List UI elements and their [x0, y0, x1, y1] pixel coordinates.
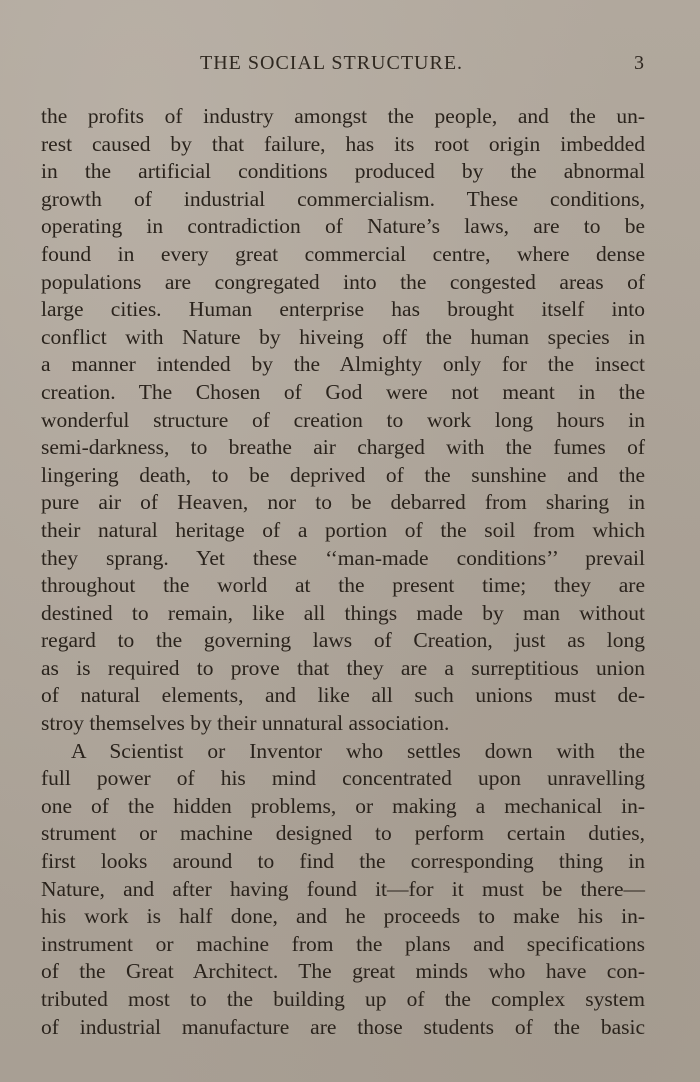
text-line: [41, 655, 645, 683]
text-line-content: growth of industrial commercialism. These conditions,: [41, 186, 645, 211]
text-line-content: lingering death, to be deprived of the sunshine and the: [41, 462, 645, 487]
text-line: [41, 765, 645, 793]
text-line: [41, 351, 645, 379]
text-line-content: one of the hidden problems, or making a mechanical in-: [41, 793, 645, 818]
text-line-content: destined to remain, like all things made by man without: [41, 600, 645, 625]
text-line-content: wonderful structure of creation to work long hours in: [41, 407, 645, 432]
text-line: [41, 186, 645, 214]
text-line-content: A Scientist or Inventor who settles down with the: [71, 738, 645, 763]
text-line: [41, 876, 645, 904]
text-line-content: in the artificial conditions produced by the abnormal: [41, 159, 645, 184]
text-line: [41, 793, 645, 821]
text-line-content: creation. The Chosen of God were not meant in the: [41, 379, 645, 404]
text-line: [41, 158, 645, 186]
text-line: [41, 269, 645, 297]
text-line: [41, 103, 645, 131]
text-line-content: of industrial manufacture are those students of the basic: [41, 1014, 645, 1039]
text-line-content: strument or machine designed to perform certain duties,: [41, 821, 645, 846]
text-line: [41, 324, 645, 352]
text-line-content: pure air of Heaven, nor to be debarred from sharing in: [41, 490, 645, 515]
text-line: [41, 710, 645, 738]
text-line-content: of the Great Architect. The great minds who have con-: [41, 959, 645, 984]
text-line-content: first looks around to find the corresponding thing in: [41, 849, 645, 874]
text-line: [41, 931, 645, 959]
text-line-content: throughout the world at the present time; they are: [41, 573, 645, 598]
body-text: [41, 103, 645, 1041]
text-line: [41, 627, 645, 655]
text-line: [41, 848, 645, 876]
text-line-content: large cities. Human enterprise has brought itself into: [41, 297, 645, 322]
text-line: [41, 986, 645, 1014]
text-line: [41, 296, 645, 324]
text-line: [41, 434, 645, 462]
text-line-content: conflict with Nature by hiveing off the human species in: [41, 324, 645, 349]
text-line-content: they sprang. Yet these ‘‘man-made conditions’’ prevail: [41, 545, 645, 570]
running-head: [0, 50, 700, 76]
text-line-content: regard to the governing laws of Creation, just as long: [41, 628, 645, 653]
text-line: [41, 1014, 645, 1042]
text-line: [41, 462, 645, 490]
page-number: 3: [634, 52, 644, 74]
text-line-content: his work is half done, and he proceeds to make his in-: [41, 904, 645, 929]
text-line-content: rest caused by that failure, has its root origin imbedded: [41, 131, 645, 156]
text-line: [41, 241, 645, 269]
text-line: [41, 572, 645, 600]
text-line: [41, 738, 645, 766]
text-line-content: full power of his mind concentrated upon unravelling: [41, 766, 645, 791]
text-line: [41, 213, 645, 241]
text-line-content: as is required to prove that they are a surreptitious union: [41, 655, 645, 680]
text-line-content: their natural heritage of a portion of the soil from which: [41, 517, 645, 542]
text-line-content: operating in contradiction of Nature’s laws, are to be: [41, 214, 645, 239]
text-line: [41, 600, 645, 628]
text-line: [41, 407, 645, 435]
text-line: [41, 379, 645, 407]
text-line: [41, 489, 645, 517]
text-line-content: of natural elements, and like all such unions must de-: [41, 683, 645, 708]
text-line: [41, 958, 645, 986]
text-line-content: stroy themselves by their unnatural association.: [41, 711, 450, 736]
running-title: THE SOCIAL STRUCTURE.: [200, 52, 464, 74]
text-line: [41, 517, 645, 545]
text-line: [41, 131, 645, 159]
text-line-content: the profits of industry amongst the people, and the un-: [41, 104, 645, 128]
text-line-content: found in every great commercial centre, where dense: [41, 241, 645, 266]
text-line-content: a manner intended by the Almighty only for the insect: [41, 352, 645, 377]
text-line-content: Nature, and after having found it—for it must be there—: [41, 876, 645, 901]
text-line: [41, 545, 645, 573]
text-line: [41, 903, 645, 931]
text-line-content: populations are congregated into the congested areas of: [41, 269, 645, 294]
text-line-content: tributed most to the building up of the complex system: [41, 987, 645, 1011]
text-line: [41, 682, 645, 710]
text-line-content: semi-darkness, to breathe air charged with the fumes of: [41, 435, 645, 460]
text-line: [41, 820, 645, 848]
text-line-content: instrument or machine from the plans and specifications: [41, 931, 645, 956]
